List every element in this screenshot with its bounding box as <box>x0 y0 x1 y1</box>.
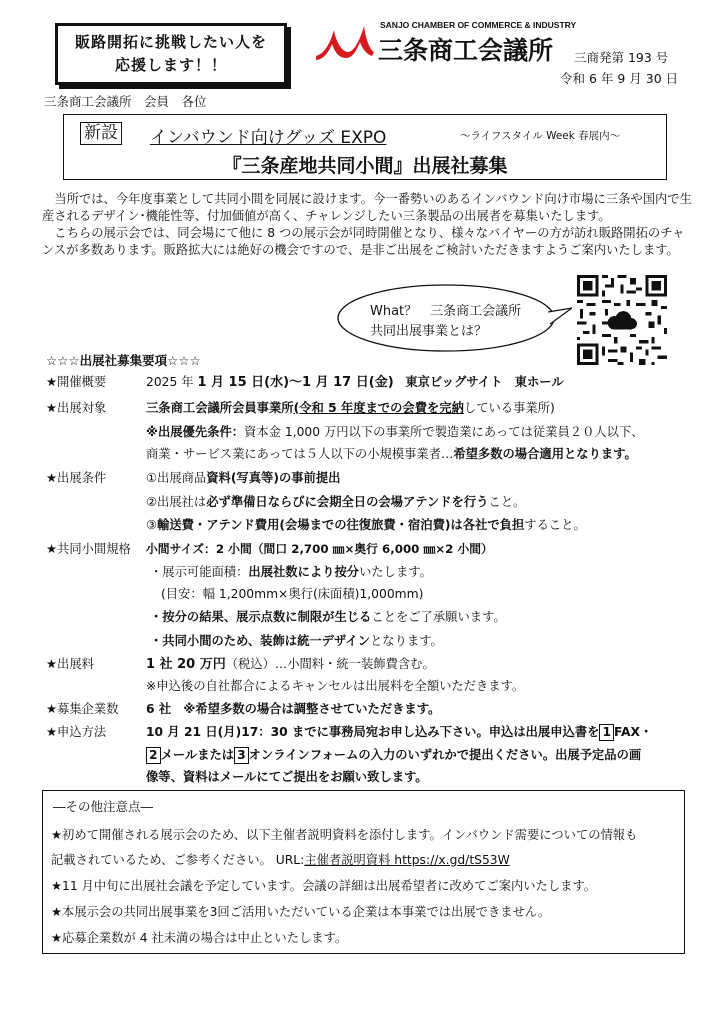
condition-2-b: 必ず準備日ならびに会期全日の会場アテンドを行う <box>206 495 489 509</box>
condition-2-c: こと。 <box>488 495 526 509</box>
booth-design-b: となります。 <box>370 634 443 648</box>
apply-line-3 <box>146 768 428 786</box>
note-3: ★11 月中旬に出展社会議を予定しています。会議の詳細は出展希望者に改めてご案内いたします。 <box>51 879 597 893</box>
document-number: 三商発第 193 号 <box>574 50 669 65</box>
count-label: ★募集企業数 <box>46 702 119 716</box>
apply-line-1b: FAX・ <box>614 725 653 739</box>
condition-2-a: ②出展社は <box>146 495 207 509</box>
count-value: 6 社 ※希望多数の場合は調整させていただきます。 <box>146 702 441 716</box>
notes-box <box>42 790 685 954</box>
booth-limit-a: ・按分の結果、展示点数に制限が生じる <box>150 610 372 624</box>
expo-name: インバウンド向けグッズ EXPO <box>150 128 387 148</box>
document-date: 令和 6 年 9 月 30 日 <box>560 71 679 86</box>
bubble-line-2: 共同出展事業とは？ <box>370 324 488 339</box>
logo-japanese-name: 三条商工会議所 <box>378 36 554 65</box>
overview-year: 2025 年 <box>146 375 194 389</box>
bubble-line-1: What？ 三条商工会議所 <box>370 304 522 319</box>
fee-note: ※申込後の自社都合によるキャンセルは出展料を全額いただきます。 <box>146 679 525 693</box>
qr-code-icon[interactable] <box>577 275 667 365</box>
fee-amount: 1 社 20 万円 <box>146 657 226 672</box>
condition-3-c: すること。 <box>524 518 586 532</box>
booth-design-a: ・共同小間のため、装飾は統一デザイン <box>150 634 370 648</box>
target-v3: している事業所) <box>463 401 555 415</box>
note-1: ★初めて開催される展示会のため、以下主催者説明資料を添付します。インバウンド需要についての情報も <box>51 828 638 842</box>
notes-title: ―その他注意点― <box>53 799 154 814</box>
apply-line-2 <box>146 746 641 764</box>
target-priority-1 <box>146 423 644 441</box>
slogan-line-1: 販路開拓に挑戦したい人を <box>74 33 267 51</box>
chamber-logo <box>314 20 577 65</box>
apply-line-2a: メールまたは <box>160 748 235 762</box>
apply-line-1a: 10 月 21 日(月)17：30 までに事務局宛お申し込み下さい。申込は出展申込書を <box>146 725 600 739</box>
speech-bubble <box>334 282 572 354</box>
overview-date: 1 月 15 日(水)～1 月 17 日(金) <box>197 375 394 390</box>
priority-condition-label: ※出展優先条件： <box>146 425 245 439</box>
booth-label: ★共同小間規格 <box>46 542 131 556</box>
condition-3-a: ③ <box>146 518 158 532</box>
booth-area-b: 出展社数により按分 <box>248 565 360 579</box>
slogan-line-2: 応援します！！ <box>114 56 227 74</box>
apply-option-2: 2 <box>146 747 161 764</box>
booth-design <box>150 632 443 650</box>
section-heading: ☆☆☆出展社募集要項☆☆☆ <box>46 353 201 368</box>
fee-rest: （税込）…小間料・統一装飾費含む。 <box>225 657 435 671</box>
condition-2 <box>146 493 525 511</box>
booth-limit-b: ことをご了承願います。 <box>371 610 506 624</box>
booth-guideline: (目安：幅 1,200mm×奥行(床面積)1,000mm) <box>161 587 424 601</box>
apply-line-3-text: 像等、資料はメールにてご提出をお願い致します。 <box>146 770 428 784</box>
expo-subtitle: ～ライフスタイル Week 春展内～ <box>460 130 621 142</box>
target-label: ★出展対象 <box>46 401 107 415</box>
title-box <box>63 114 667 180</box>
overview-label: ★開催概要 <box>46 375 107 389</box>
priority-condition-text: 資本金 1,000 万円以下の事業所で製造業にあっては従業員２０人以下、 <box>244 425 644 439</box>
overview-venue: 東京ビッグサイト 東ホール <box>405 375 564 389</box>
condition-3 <box>146 516 586 534</box>
note-2-text: 記載されているため、ご参考ください。 URL: <box>51 853 305 867</box>
apply-line-2b: オンラインフォームの入力のいずれかで提出ください。出展予定品の画 <box>248 748 642 762</box>
target-priority-2 <box>146 445 637 463</box>
organizer-material-link[interactable]: 主催者説明資料 https://x.gd/tS53W <box>304 853 510 867</box>
apply-option-3: 3 <box>234 747 249 764</box>
conditions-label: ★出展条件 <box>46 471 107 485</box>
booth-size: 小間サイズ：2 小間（間口 2,700 ㎜×奥行 6,000 ㎜×2 小間） <box>146 542 493 556</box>
apply-option-1: 1 <box>599 724 614 741</box>
intro-paragraph-2: こちらの展示会では、同会場にて他に 8 つの展示会が同時開催となり、様々なバイヤーの方が訪れ販路開拓のチャンスが多数あります。販路拡大には絶好の機会ですので、是非ご出展をご検討いただきますようご案内いたします。 <box>42 226 685 257</box>
page-title: 『三条産地共同小間』出展社募集 <box>222 155 508 177</box>
booth-limit <box>150 608 506 626</box>
priority-condition-note: 希望多数の場合適用となります。 <box>453 447 637 461</box>
slogan-box <box>55 23 287 85</box>
addressee: 三条商工会議所 会員 各位 <box>44 94 207 109</box>
intro-text <box>42 191 692 259</box>
booth-area-a: ・展示可能面積： <box>150 565 249 579</box>
booth-area-c: いたします。 <box>359 565 432 579</box>
chamber-logo-mark-icon <box>314 22 374 62</box>
fee-label: ★出展料 <box>46 657 94 671</box>
condition-1-a: ①出展商品 <box>146 471 207 485</box>
booth-area <box>150 563 432 581</box>
note-4: ★本展示会の共同出展事業を3回ご活用いただいている企業は本事業では出展できません。 <box>51 905 551 919</box>
target-v2: (令和 5 年度までの会費を完納 <box>293 401 464 415</box>
intro-paragraph-1: 当所では、今年度事業として共同小間を同展に設けます。今一番勢いのあるインバウンド向け市場に三条や国内で生産されるデザイン･機能性等、付加価値が高く、チャレンジしたい三条製品の出展者を募集いたします。 <box>42 192 692 223</box>
apply-label: ★申込方法 <box>46 725 107 739</box>
new-tag: 新設 <box>80 122 122 145</box>
note-5: ★応募企業数が 4 社未満の場合は中止といたします。 <box>51 931 348 945</box>
logo-english-name: SANJO CHAMBER OF COMMERCE & INDUSTRY <box>380 20 577 30</box>
target-v1: 三条商工会議所会員事業所 <box>146 401 294 415</box>
condition-3-b: 輸送費・アテンド費用(会場までの往復旅費・宿泊費)は各社で負担 <box>157 518 525 532</box>
priority-condition-text-2: 商業・サービス業にあっては５人以下の小規模事業者… <box>146 447 454 461</box>
note-2 <box>51 850 510 868</box>
condition-1-b: 資料(写真等)の事前提出 <box>206 471 341 485</box>
